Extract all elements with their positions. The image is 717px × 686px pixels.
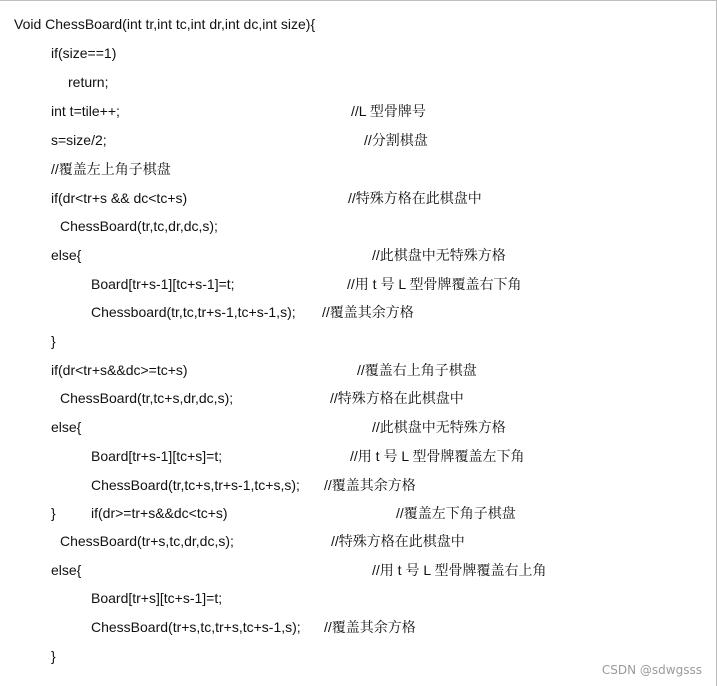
code-line: Chessboard(tr,tc,tr+s-1,tc+s-1,s); xyxy=(91,304,296,320)
code-comment: //特殊方格在此棋盘中 xyxy=(348,190,482,206)
code-comment: //覆盖其余方格 xyxy=(322,304,414,320)
code-comment: //此棋盘中无特殊方格 xyxy=(372,247,506,263)
code-line: Board[tr+s-1][tc+s]=t; xyxy=(91,448,223,464)
code-line: if(size==1) xyxy=(51,45,117,61)
code-line: return; xyxy=(68,74,109,90)
code-line: //覆盖左上角子棋盘 xyxy=(51,161,171,177)
code-line: ChessBoard(tr,tc+s,tr+s-1,tc+s,s); xyxy=(91,477,300,493)
code-line: else{ xyxy=(51,562,82,578)
code-comment: //用 t 号 L 型骨牌覆盖右上角 xyxy=(372,562,547,578)
code-comment: //覆盖其余方格 xyxy=(324,619,416,635)
code-line: else{ xyxy=(51,247,82,263)
code-line: ChessBoard(tr+s,tc,tr+s,tc+s-1,s); xyxy=(91,619,301,635)
code-line: ChessBoard(tr+s,tc,dr,dc,s); xyxy=(60,533,234,549)
code-line: } xyxy=(51,505,56,521)
code-line: Board[tr+s-1][tc+s-1]=t; xyxy=(91,276,235,292)
code-line: if(dr<tr+s && dc<tc+s) xyxy=(51,190,188,206)
code-line: if(dr<tr+s&&dc>=tc+s) xyxy=(51,362,188,378)
code-line: if(dr>=tr+s&&dc<tc+s) xyxy=(91,505,228,521)
code-comment: //L 型骨牌号 xyxy=(351,103,426,119)
code-line: int t=tile++; xyxy=(51,103,120,119)
code-line: s=size/2; xyxy=(51,132,107,148)
code-comment: //覆盖右上角子棋盘 xyxy=(357,362,477,378)
code-comment: //覆盖其余方格 xyxy=(324,477,416,493)
code-line: } xyxy=(51,333,56,349)
code-comment: //用 t 号 L 型骨牌覆盖左下角 xyxy=(350,448,525,464)
code-comment: //特殊方格在此棋盘中 xyxy=(330,390,464,406)
code-comment: //用 t 号 L 型骨牌覆盖右下角 xyxy=(347,276,522,292)
code-comment: //覆盖左下角子棋盘 xyxy=(396,505,516,521)
code-line: ChessBoard(tr,tc+s,dr,dc,s); xyxy=(60,390,234,406)
code-comment: //分割棋盘 xyxy=(364,132,428,148)
code-line: } xyxy=(51,648,56,664)
code-comment: //此棋盘中无特殊方格 xyxy=(372,419,506,435)
code-comment: //特殊方格在此棋盘中 xyxy=(331,533,465,549)
code-line: Void ChessBoard(int tr,int tc,int dr,int dc,int size){ xyxy=(14,16,316,32)
code-line: ChessBoard(tr,tc,dr,dc,s); xyxy=(60,218,218,234)
csdn-watermark: CSDN @sdwgsss xyxy=(601,663,702,677)
code-line: else{ xyxy=(51,419,82,435)
code-line: Board[tr+s][tc+s-1]=t; xyxy=(91,590,223,606)
